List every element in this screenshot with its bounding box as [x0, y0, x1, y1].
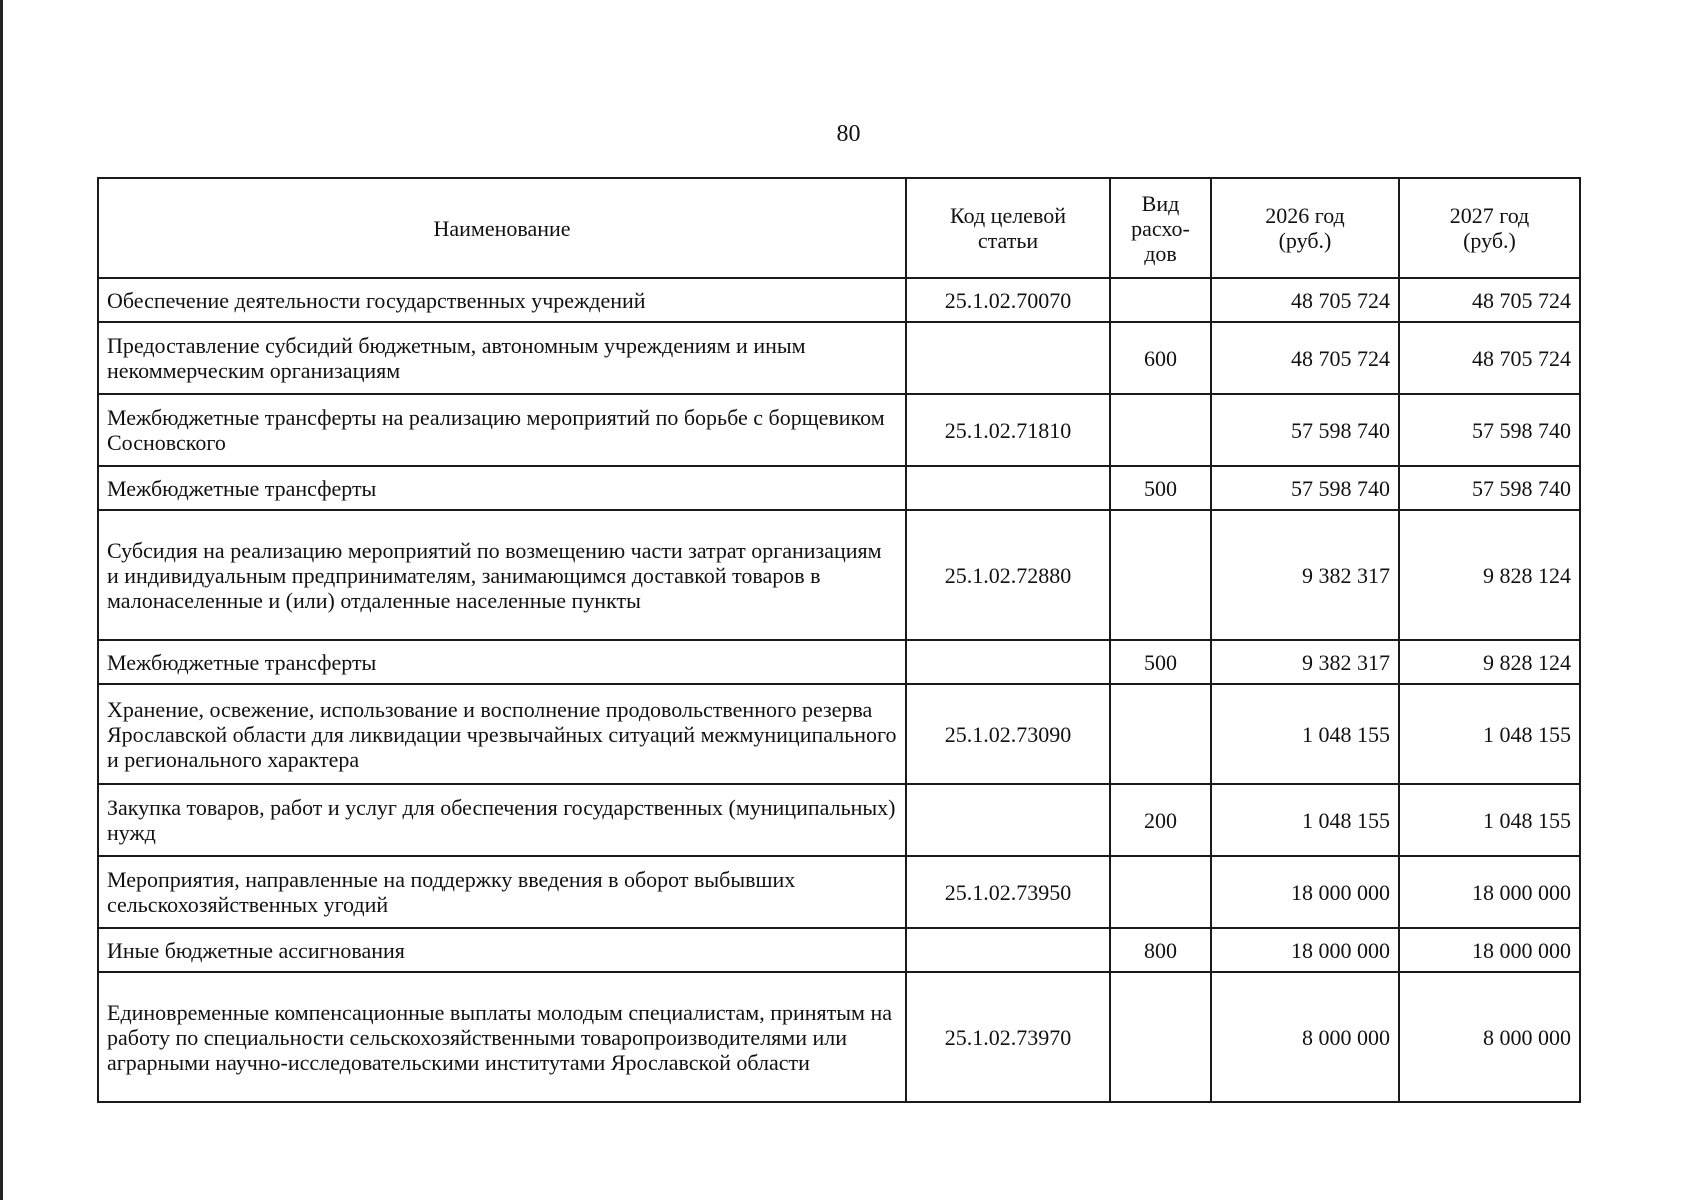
- row-name: Межбюджетные трансферты на реализацию мероприятий по борьбе с борщевиком Сосновского: [98, 394, 906, 466]
- row-2027: 48 705 724: [1399, 322, 1580, 394]
- row-code: [906, 928, 1110, 972]
- row-2027: 57 598 740: [1399, 394, 1580, 466]
- row-code: 25.1.02.70070: [906, 278, 1110, 322]
- table-row: [98, 322, 1580, 394]
- row-code: [906, 466, 1110, 510]
- row-2026: 18 000 000: [1211, 856, 1399, 928]
- header-2026: 2026 год (руб.): [1211, 178, 1399, 278]
- row-2026: 8 000 000: [1211, 972, 1399, 1102]
- table-header-row: [98, 178, 1580, 278]
- row-kind: 600: [1110, 322, 1211, 394]
- table-row: [98, 394, 1580, 466]
- row-2026: 9 382 317: [1211, 510, 1399, 640]
- row-code: 25.1.02.72880: [906, 510, 1110, 640]
- row-name: Субсидия на реализацию мероприятий по возмещению части затрат организациям и индивидуальным предпринимателям, занимающимся доставкой товаров в малонаселенные и (или) отдаленные населенные пункты: [98, 510, 906, 640]
- table-row: [98, 684, 1580, 784]
- row-name: Межбюджетные трансферты: [98, 466, 906, 510]
- budget-table: [97, 177, 1581, 1103]
- row-kind: [1110, 684, 1211, 784]
- row-2026: 18 000 000: [1211, 928, 1399, 972]
- row-name: Обеспечение деятельности государственных учреждений: [98, 278, 906, 322]
- row-2027: 18 000 000: [1399, 928, 1580, 972]
- table-row: [98, 856, 1580, 928]
- row-kind: [1110, 278, 1211, 322]
- row-kind: 500: [1110, 466, 1211, 510]
- row-kind: [1110, 510, 1211, 640]
- row-name: Иные бюджетные ассигнования: [98, 928, 906, 972]
- table-row: [98, 278, 1580, 322]
- row-code: 25.1.02.71810: [906, 394, 1110, 466]
- row-2026: 9 382 317: [1211, 640, 1399, 684]
- row-code: 25.1.02.73970: [906, 972, 1110, 1102]
- table-row: [98, 972, 1580, 1102]
- header-code: Код целевой статьи: [906, 178, 1110, 278]
- row-2027: 1 048 155: [1399, 784, 1580, 856]
- row-2026: 48 705 724: [1211, 322, 1399, 394]
- table-row: [98, 510, 1580, 640]
- page-number: 80: [836, 121, 861, 147]
- row-2027: 9 828 124: [1399, 510, 1580, 640]
- row-name: Хранение, освежение, использование и восполнение продовольственного резерва Ярославской области для ликвидации чрезвычайных ситуаций межмуниципального и регионального характера: [98, 684, 906, 784]
- row-code: 25.1.02.73090: [906, 684, 1110, 784]
- table-row: [98, 928, 1580, 972]
- row-code: [906, 784, 1110, 856]
- row-code: [906, 322, 1110, 394]
- row-name: Предоставление субсидий бюджетным, автономным учреждениям и иным некоммерческим организациям: [98, 322, 906, 394]
- row-2026: 1 048 155: [1211, 684, 1399, 784]
- row-kind: 200: [1110, 784, 1211, 856]
- row-2027: 9 828 124: [1399, 640, 1580, 684]
- row-2027: 8 000 000: [1399, 972, 1580, 1102]
- header-2027: 2027 год (руб.): [1399, 178, 1580, 278]
- table-row: [98, 466, 1580, 510]
- table-row: [98, 640, 1580, 684]
- row-kind: 500: [1110, 640, 1211, 684]
- table-row: [98, 784, 1580, 856]
- row-2027: 1 048 155: [1399, 684, 1580, 784]
- row-2027: 48 705 724: [1399, 278, 1580, 322]
- row-kind: [1110, 856, 1211, 928]
- row-name: Мероприятия, направленные на поддержку введения в оборот выбывших сельскохозяйственных угодий: [98, 856, 906, 928]
- row-code: 25.1.02.73950: [906, 856, 1110, 928]
- scan-border: [0, 0, 3, 1200]
- row-2026: 1 048 155: [1211, 784, 1399, 856]
- row-name: Межбюджетные трансферты: [98, 640, 906, 684]
- header-kind: Вид расхо-дов: [1110, 178, 1211, 278]
- row-name: Закупка товаров, работ и услуг для обеспечения государственных (муниципальных) нужд: [98, 784, 906, 856]
- row-2027: 57 598 740: [1399, 466, 1580, 510]
- row-name: Единовременные компенсационные выплаты молодым специалистам, принятым на работу по специальности сельскохозяйственными товаропроизводителями или аграрными научно-исследовательскими институтами Ярославской области: [98, 972, 906, 1102]
- row-2026: 57 598 740: [1211, 466, 1399, 510]
- row-2026: 48 705 724: [1211, 278, 1399, 322]
- row-2026: 57 598 740: [1211, 394, 1399, 466]
- row-kind: [1110, 972, 1211, 1102]
- row-kind: [1110, 394, 1211, 466]
- row-kind: 800: [1110, 928, 1211, 972]
- row-2027: 18 000 000: [1399, 856, 1580, 928]
- header-name: Наименование: [98, 178, 906, 278]
- row-code: [906, 640, 1110, 684]
